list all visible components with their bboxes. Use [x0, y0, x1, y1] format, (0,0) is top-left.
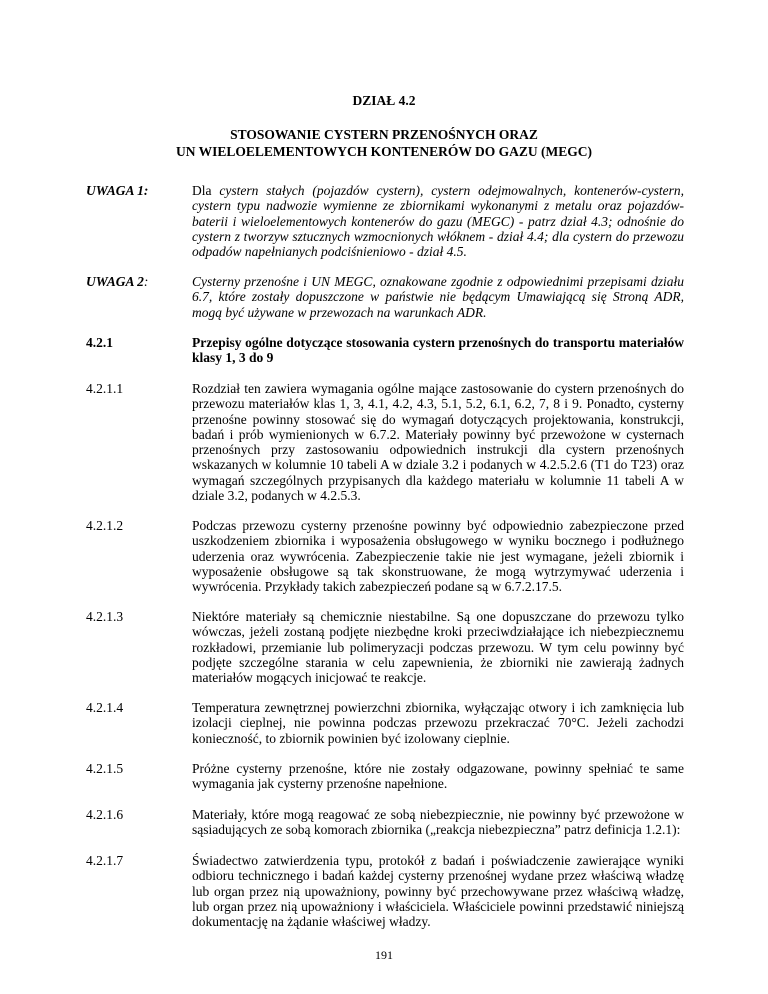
- note-1-text: [192, 183, 684, 259]
- paragraph-text: Rozdział ten zawiera wymagania ogólne mające zastosowanie do cystern przenośnych do przewozu materiałów klas 1, 3, 4.1, 4.2, 4.3, 5.1, 5.2, 6.1, 6.2, 7, 8 i 9. Ponadto, cysterny przenośne powinny stosować się do wymagań dotyczących projektowania, konstrukcji, badań i prób wymienionych w 6.7.2. Materiały powinny być przewożone w cysternach przenośnych przy zastosowaniu odpowiednich instrukcji dla cystern przenośnych wskazanych w kolumnie 10 tabeli A w dziale 3.2 i podanych w 4.2.5.2.6 (T1 do T23) oraz wymagań szczególnych przypisanych dla każdego materiału w kolumnie 11 tabeli A w dziale 3.2, podanych w 4.2.5.3.: [192, 381, 684, 504]
- paragraph-text: Podczas przewozu cysterny przenośne powinny być odpowiednio zabezpieczone przed uszkodzeniem zbiornika i wyposażenia obsługowego w wyniku bocznego i podłużnego uderzenia oraz wywrócenia. Zabezpieczenie takie nie jest wymagane, jeżeli zbiornik i wyposażenie obsługowe są tak skonstruowane, że mogą wytrzymywać uderzenia i wywrócenia. Przykłady takich zabezpieczeń podane są w 6.7.2.17.5.: [192, 518, 684, 595]
- paragraph-number: 4.2.1.6: [86, 807, 124, 822]
- paragraph-text: Materiały, które mogą reagować ze sobą niebezpiecznie, nie powinny być przewożone w sąsiadujących ze sobą komorach zbiornika („reakcja niebezpieczna” patrz definicja 1.2.1):: [192, 807, 684, 838]
- paragraph-text: Niektóre materiały są chemicznie niestabilne. Są one dopuszczane do przewozu tylko wówczas, jeżeli zostaną podjęte niezbędne kroki przeciwdziałające ich niebezpiecznemu rozkładowi, przemianie lub polimeryzacji podczas przewozu. W tym celu powinny być podjęte szczególne starania w celu zapewnienia, że zbiorniki nie zawierają żadnych materiałów mogących inicjować te reakcje.: [192, 609, 684, 686]
- note-2-label-text: UWAGA 2: [86, 274, 144, 289]
- note-1-text-body: cystern stałych (pojazdów cystern), cystern odejmowalnych, kontenerów-cystern, cystern typu nadwozie wymienne ze zbiornikami wykonanymi z metalu oraz pojazdów-baterii i wieloelementowych kontenerów do gazu (MEGC) - patrz dział 4.3; odnośnie do cystern z tworzyw sztucznych wzmocnionych włóknem - dział 4.4; dla cystern do przewozu odpadów napełnianych podciśnieniowo - dział 4.5.: [192, 183, 684, 260]
- section-number: 4.2.1: [86, 335, 113, 350]
- section-heading: Przepisy ogólne dotyczące stosowania cystern przenośnych do transportu materiałów klasy 1, 3 do 9: [192, 335, 684, 366]
- chapter-title: [0, 126, 768, 160]
- chapter-title-line-1: STOSOWANIE CYSTERN PRZENOŚNYCH ORAZ: [230, 127, 538, 142]
- paragraph-number: 4.2.1.4: [86, 700, 124, 715]
- note-2-label: [86, 274, 186, 289]
- paragraph-number: 4.2.1.5: [86, 761, 124, 776]
- paragraph-text: Świadectwo zatwierdzenia typu, protokół z badań i poświadczenie zawierające wyniki odbioru technicznego i badań każdej cysterny przenośnej wydane przez właściwą władzę lub organ przez nią upoważniony, powinny być przechowywane przez właściwą władzę, lub organ przez nią upoważniony i właściciela. Właściciele powinni przedstawić niniejszą dokumentację na żądanie właściwej władzy.: [192, 853, 684, 930]
- chapter-title-line-2: UN WIELOELEMENTOWYCH KONTENERÓW DO GAZU (MEGC): [176, 144, 592, 159]
- paragraph-number: 4.2.1.3: [86, 609, 124, 624]
- note-1-text-prefix: Dla: [192, 183, 220, 198]
- paragraph-number: 4.2.1.1: [86, 381, 124, 396]
- note-2-label-colon: :: [143, 274, 149, 289]
- paragraph-number: 4.2.1.2: [86, 518, 124, 533]
- note-1-label: UWAGA 1:: [86, 183, 149, 198]
- chapter-heading: DZIAŁ 4.2: [352, 93, 416, 108]
- paragraph-text: Próżne cysterny przenośne, które nie zostały odgazowane, powinny spełniać te same wymagania jak cysterny przenośne napełnione.: [192, 761, 684, 792]
- paragraph-number: 4.2.1.7: [86, 853, 124, 868]
- page-number: 191: [375, 948, 393, 962]
- paragraph-text: Temperatura zewnętrznej powierzchni zbiornika, wyłączając otwory i ich zamknięcia lub izolacji cieplnej, nie powinna podczas przewozu przekraczać 70°C. Jeżeli zachodzi konieczność, to zbiornik powinien być izolowany cieplnie.: [192, 700, 684, 746]
- note-2-text: Cysterny przenośne i UN MEGC, oznakowane zgodnie z odpowiednimi przepisami działu 6.7, które zostały dopuszczone w państwie nie będącym Umawiającą się Stroną ADR, mogą być używane w przewozach na warunkach ADR.: [192, 274, 684, 320]
